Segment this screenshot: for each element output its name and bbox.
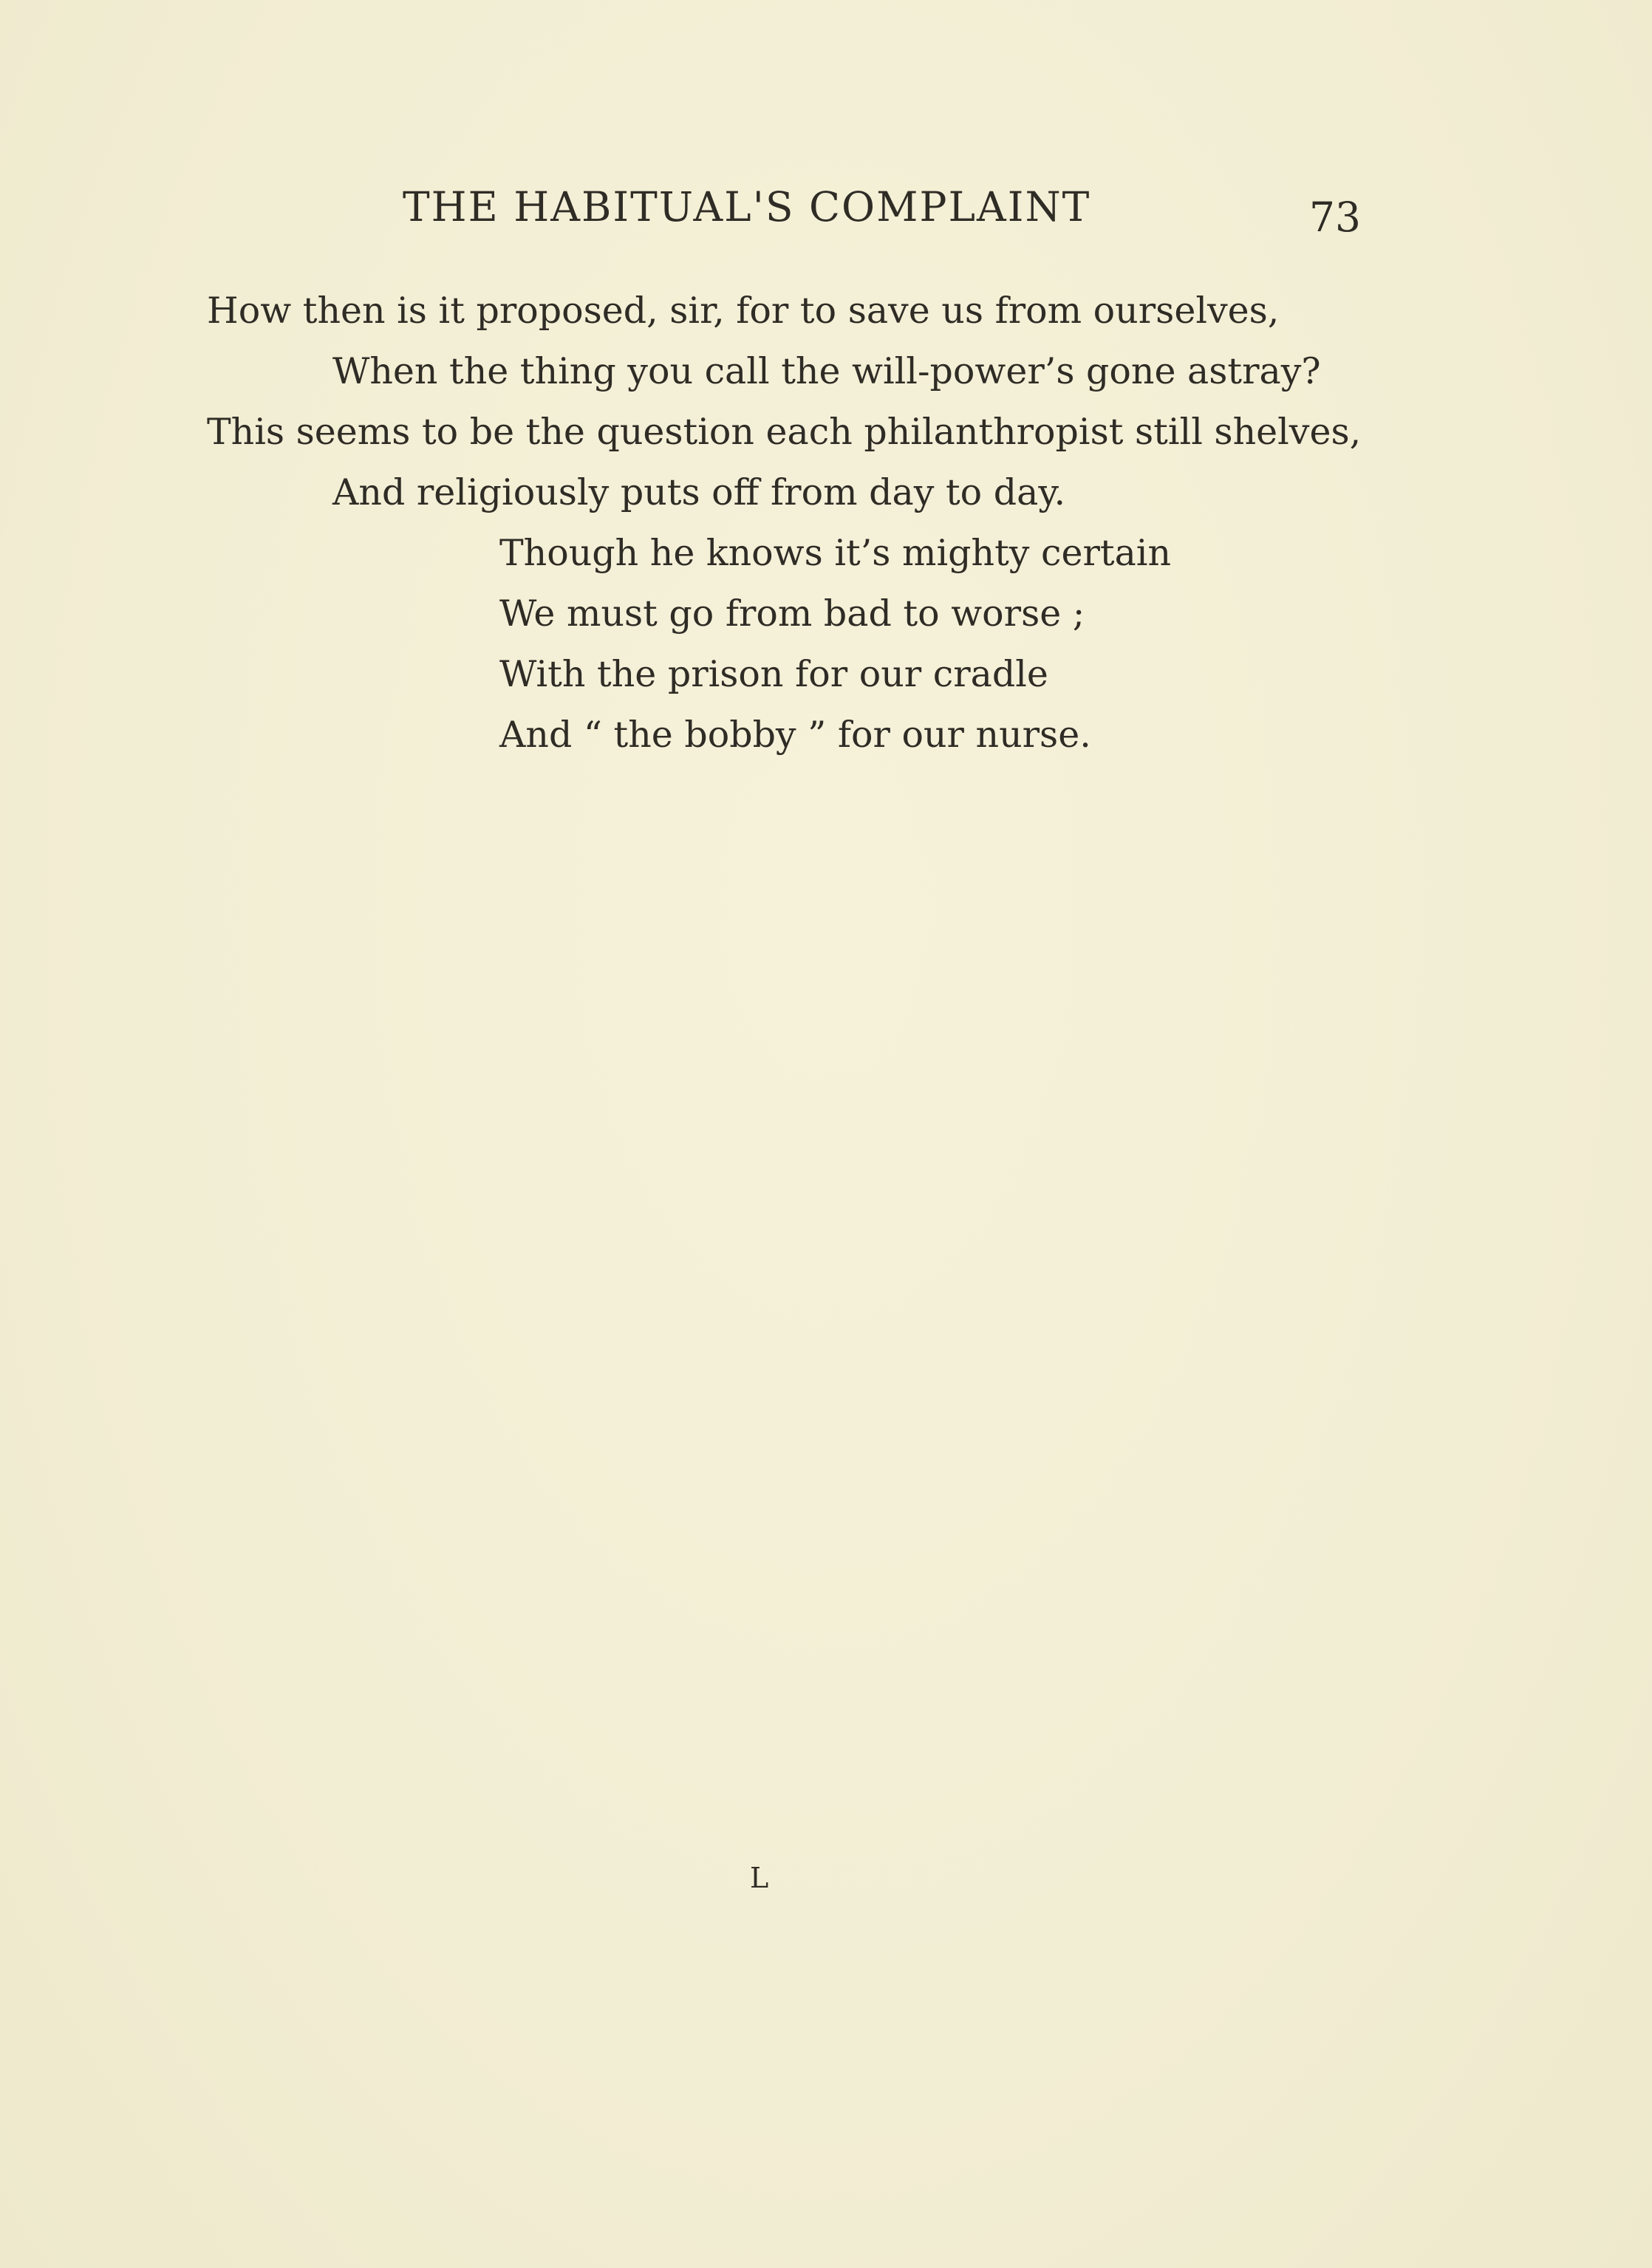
verse-line-4: And religiously puts off from day to day.: [332, 471, 1066, 513]
verse-line-5: Though he knows it’s mighty certain: [499, 532, 1172, 574]
verse-line-1: How then is it proposed, sir, for to save us from ourselves,: [207, 290, 1280, 332]
page-number: 73: [1309, 194, 1361, 241]
verse-line-3: This seems to be the question each philanthropist still shelves,: [207, 411, 1362, 453]
verse-line-2: When the thing you call the will-power’s gone astray?: [332, 350, 1321, 392]
running-title: THE HABITUAL'S COMPLAINT: [403, 183, 1091, 230]
verse-line-8: And “ the bobby ” for our nurse.: [499, 714, 1091, 756]
verse-line-7: With the prison for our cradle: [499, 653, 1048, 695]
verse-line-6: We must go from bad to worse ;: [499, 592, 1085, 635]
signature-mark: L: [750, 1862, 769, 1894]
